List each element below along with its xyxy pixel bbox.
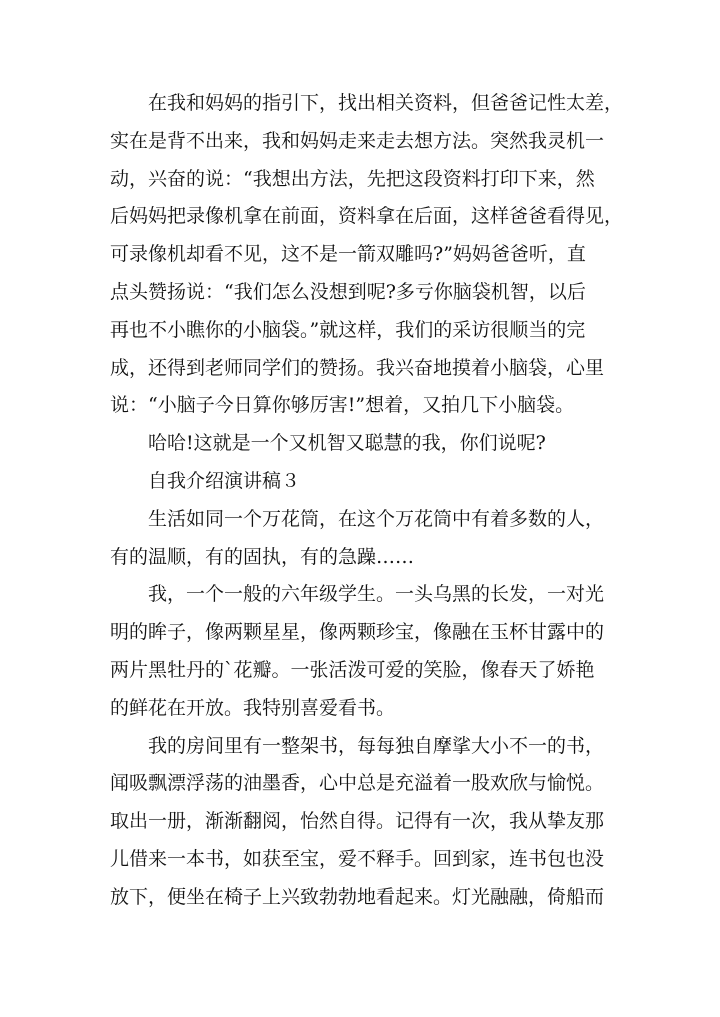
text-line: 两片黑牡丹的`花瓣。一张活泼可爱的笑脸，像春天了娇艳 [110, 658, 595, 681]
text-line: 我，一个一般的六年级学生。一头乌黑的长发，一对光 [148, 583, 605, 606]
text-line: 成，还得到老师同学们的赞扬。我兴奋地摸着小脑袋，心里 [110, 356, 605, 379]
text-line: 我的房间里有一整架书，每每独自摩挲大小不一的书， [148, 734, 605, 757]
text-line: 的鲜花在开放。我特别喜爱看书。 [110, 696, 396, 719]
text-line: 放下，便坐在椅子上兴致勃勃地看起来。灯光融融，倚船而 [110, 885, 605, 908]
text-line: 有的温顺，有的固执，有的急躁…… [110, 545, 415, 568]
section-heading: 自我介绍演讲稿３ [148, 469, 301, 492]
text-line: 动，兴奋的说：“我想出方法，先把这段资料打印下来，然 [110, 167, 595, 190]
text-line: 实在是背不出来，我和妈妈走来走去想方法。突然我灵机一 [110, 129, 605, 152]
text-line: 哈哈!这就是一个又机智又聪慧的我，你们说呢? [148, 432, 546, 455]
text-line: 取出一册，渐渐翻阅，怡然自得。记得有一次，我从挚友那 [110, 810, 605, 833]
text-line: 可录像机却看不见，这不是一箭双雕吗?”妈妈爸爸听，直 [110, 243, 586, 266]
text-line: 在我和妈妈的指引下，找出相关资料，但爸爸记性太差， [148, 92, 624, 114]
text-line: 儿借来一本书，如获至宝，爱不释手。回到家，连书包也没 [110, 847, 605, 870]
text-line: 后妈妈把录像机拿在前面，资料拿在后面，这样爸爸看得见， [110, 205, 624, 228]
text-line: 说：“小脑子今日算你够厉害!”想着，又拍几下小脑袋。 [110, 394, 575, 417]
document-body [110, 85, 624, 917]
text-line: 再也不小瞧你的小脑袋。”就这样，我们的采访很顺当的完 [110, 318, 586, 341]
text-line: 明的眸子，像两颗星星，像两颗珍宝，像融在玉杯甘露中的 [110, 621, 605, 644]
text-line: 生活如同一个万花筒，在这个万花筒中有着多数的人， [148, 507, 605, 530]
text-line: 闻吸飘漂浮荡的油墨香，心中总是充溢着一股欢欣与愉悦。 [110, 772, 605, 795]
text-line: 点头赞扬说：“我们怎么没想到呢?多亏你脑袋机智，以后 [110, 280, 586, 303]
